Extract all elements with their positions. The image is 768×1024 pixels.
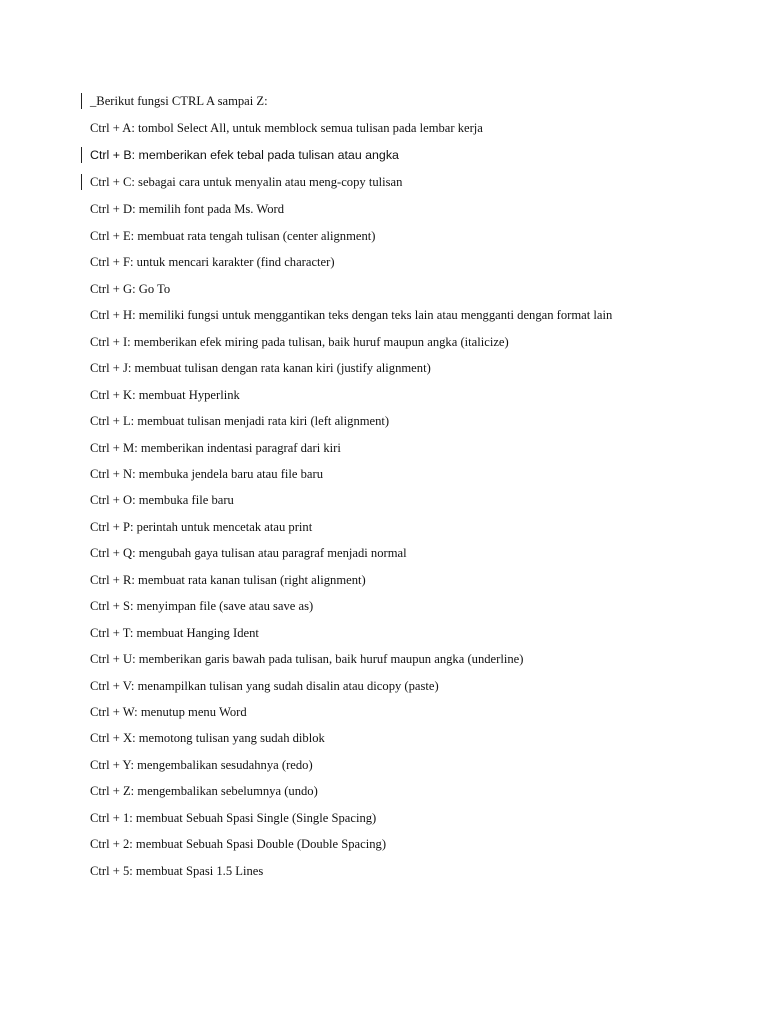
document-heading bbox=[90, 93, 268, 109]
shortcut-line-ctrl-a: Ctrl + A: tombol Select All, untuk memblock semua tulisan pada lembar kerja bbox=[90, 121, 483, 135]
shortcut-line-ctrl-q: Ctrl + Q: mengubah gaya tulisan atau paragraf menjadi normal bbox=[90, 546, 407, 560]
shortcut-line-ctrl-5: Ctrl + 5: membuat Spasi 1.5 Lines bbox=[90, 864, 264, 878]
shortcut-line-ctrl-o: Ctrl + O: membuka file baru bbox=[90, 493, 234, 507]
heading-prefix: _ bbox=[90, 94, 97, 108]
shortcut-line-ctrl-j: Ctrl + J: membuat tulisan dengan rata kanan kiri (justify alignment) bbox=[90, 361, 431, 375]
shortcut-line-ctrl-v: Ctrl + V: menampilkan tulisan yang sudah disalin atau dicopy (paste) bbox=[90, 679, 439, 693]
shortcut-line-ctrl-h: Ctrl + H: memiliki fungsi untuk menggantikan teks dengan teks lain atau mengganti dengan format lain bbox=[90, 308, 613, 322]
shortcut-line-ctrl-c: Ctrl + C: sebagai cara untuk menyalin atau meng-copy tulisan bbox=[90, 175, 403, 189]
revision-bar bbox=[81, 174, 82, 190]
shortcut-line-ctrl-f: Ctrl + F: untuk mencari karakter (find character) bbox=[90, 255, 335, 269]
revision-bar bbox=[81, 93, 82, 109]
shortcut-line-ctrl-g: Ctrl + G: Go To bbox=[90, 282, 171, 296]
shortcut-line-ctrl-s: Ctrl + S: menyimpan file (save atau save as) bbox=[90, 599, 314, 613]
revision-bar bbox=[81, 147, 82, 163]
heading-text: Berikut fungsi CTRL A sampai Z: bbox=[96, 94, 268, 108]
shortcut-line-ctrl-d: Ctrl + D: memilih font pada Ms. Word bbox=[90, 202, 285, 216]
shortcut-line-ctrl-p: Ctrl + P: perintah untuk mencetak atau print bbox=[90, 520, 313, 534]
shortcut-line-ctrl-u: Ctrl + U: memberikan garis bawah pada tulisan, baik huruf maupun angka (underline) bbox=[90, 652, 524, 666]
shortcut-line-ctrl-i: Ctrl + I: memberikan efek miring pada tulisan, baik huruf maupun angka (italicize) bbox=[90, 335, 509, 349]
shortcut-line-ctrl-r: Ctrl + R: membuat rata kanan tulisan (right alignment) bbox=[90, 573, 366, 587]
shortcut-line-ctrl-n: Ctrl + N: membuka jendela baru atau file baru bbox=[90, 467, 324, 481]
shortcut-line-ctrl-z: Ctrl + Z: mengembalikan sebelumnya (undo) bbox=[90, 784, 318, 798]
shortcut-line-ctrl-y: Ctrl + Y: mengembalikan sesudahnya (redo) bbox=[90, 758, 313, 772]
shortcut-line-ctrl-w: Ctrl + W: menutup menu Word bbox=[90, 705, 247, 719]
shortcut-line-ctrl-x: Ctrl + X: memotong tulisan yang sudah diblok bbox=[90, 731, 325, 745]
shortcut-line-ctrl-1: Ctrl + 1: membuat Sebuah Spasi Single (Single Spacing) bbox=[90, 811, 377, 825]
shortcut-line-ctrl-b: Ctrl + B: memberikan efek tebal pada tulisan atau angka bbox=[90, 148, 399, 162]
shortcut-line-ctrl-m: Ctrl + M: memberikan indentasi paragraf dari kiri bbox=[90, 441, 341, 455]
shortcut-line-ctrl-k: Ctrl + K: membuat Hyperlink bbox=[90, 388, 240, 402]
shortcut-line-ctrl-t: Ctrl + T: membuat Hanging Ident bbox=[90, 626, 259, 640]
shortcut-line-ctrl-l: Ctrl + L: membuat tulisan menjadi rata kiri (left alignment) bbox=[90, 414, 390, 428]
shortcut-line-ctrl-e: Ctrl + E: membuat rata tengah tulisan (center alignment) bbox=[90, 229, 376, 243]
shortcut-line-ctrl-2: Ctrl + 2: membuat Sebuah Spasi Double (Double Spacing) bbox=[90, 837, 387, 851]
